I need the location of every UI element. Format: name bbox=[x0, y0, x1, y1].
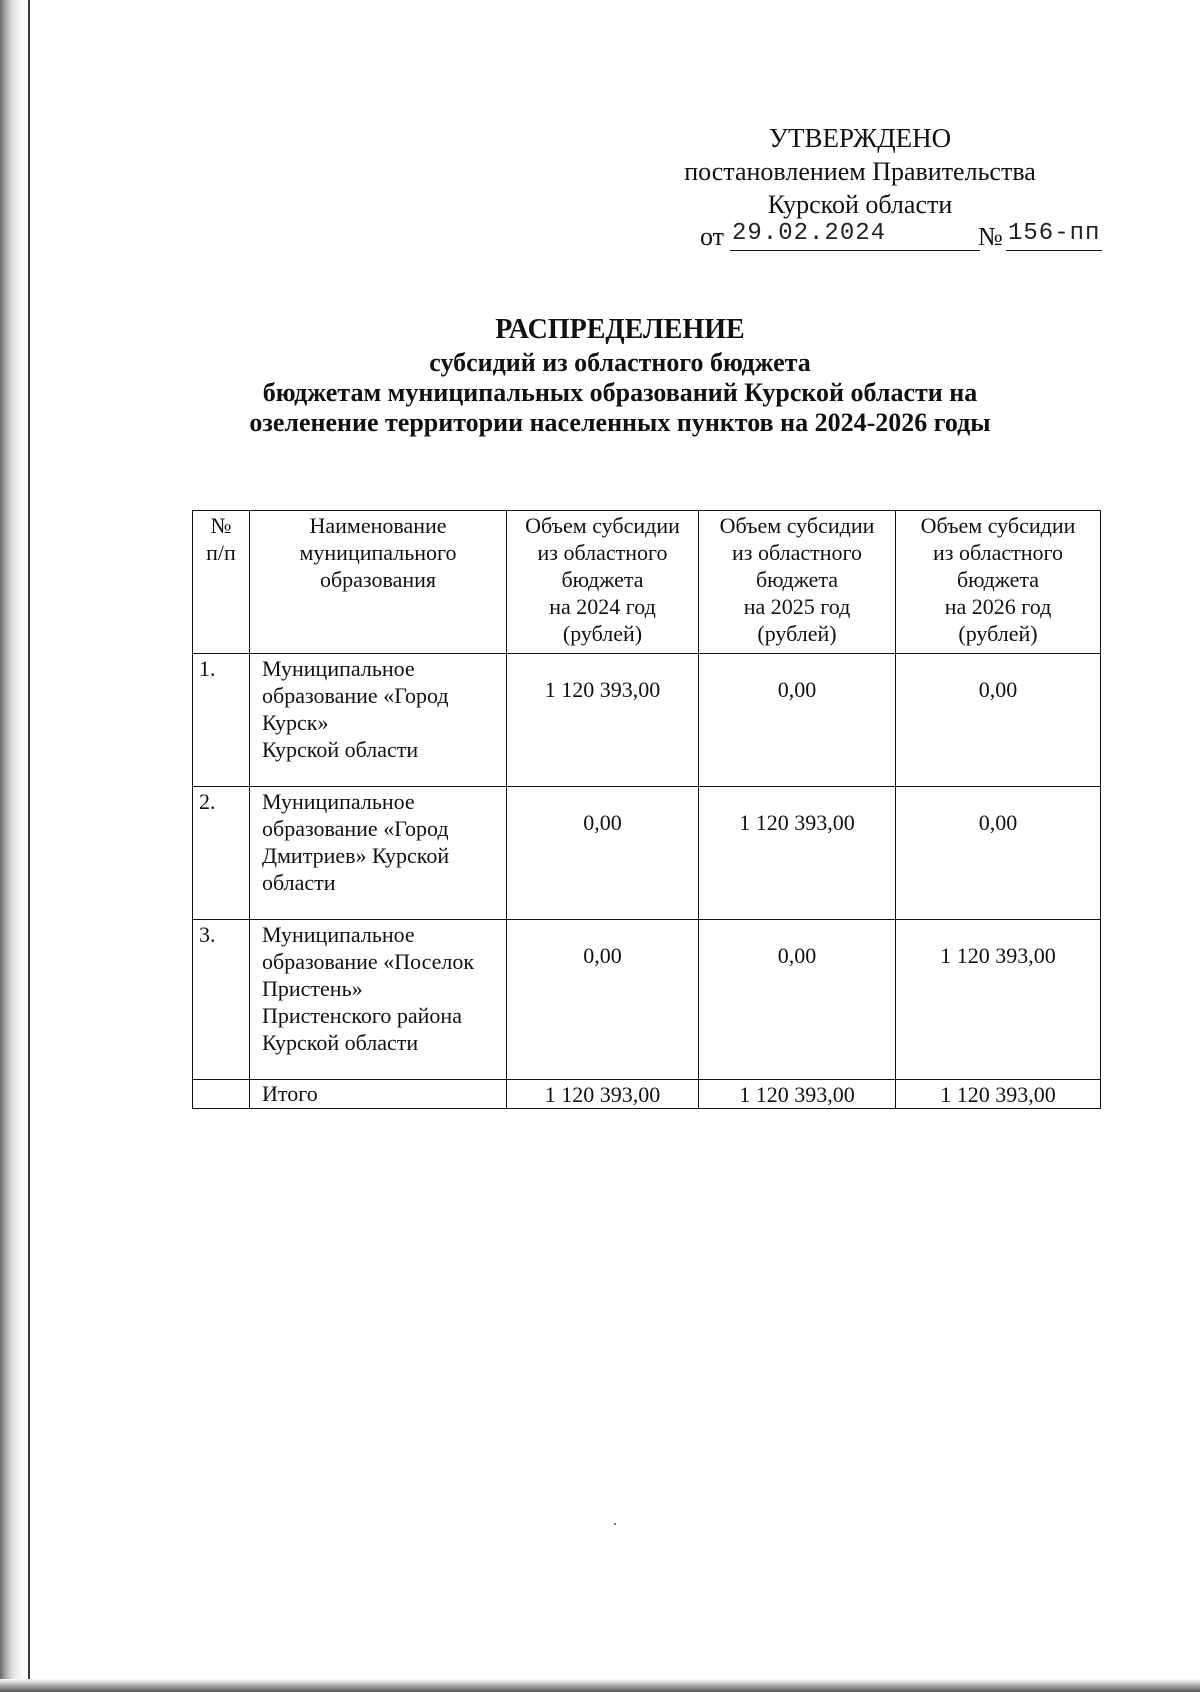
table-row bbox=[193, 654, 1101, 787]
header-name bbox=[250, 511, 507, 654]
header-line: бюджета bbox=[956, 567, 1040, 592]
row-number: 1. bbox=[193, 654, 250, 787]
scan-left-edge bbox=[28, 0, 30, 1692]
table-row bbox=[193, 787, 1101, 920]
amount-2024: 0,00 bbox=[507, 920, 699, 1080]
title-main: РАСПРЕДЕЛЕНИЕ bbox=[495, 314, 745, 345]
header-line: на 2025 год bbox=[743, 594, 851, 619]
total-2025: 1 120 393,00 bbox=[699, 1080, 896, 1109]
header-2024 bbox=[507, 511, 699, 654]
name-line: Муниципальное bbox=[262, 922, 415, 947]
total-label: Итого bbox=[250, 1080, 507, 1109]
number-value: 156-пп bbox=[1006, 220, 1102, 251]
header-line: Объем субсидии bbox=[719, 513, 875, 538]
scan-bottom-shadow bbox=[0, 1679, 1200, 1692]
document-title bbox=[170, 312, 1070, 438]
name-line: Муниципальное bbox=[262, 789, 415, 814]
header-2026 bbox=[896, 511, 1101, 654]
date-label: от bbox=[700, 222, 725, 251]
table-header-row bbox=[193, 511, 1101, 654]
total-2026: 1 120 393,00 bbox=[896, 1080, 1101, 1109]
number-label: № bbox=[978, 222, 1003, 251]
header-line: № bbox=[210, 513, 232, 538]
approval-line-1: постановлением Правительства bbox=[684, 157, 1036, 186]
approval-date-number-row bbox=[700, 222, 1110, 258]
header-line: образования bbox=[319, 567, 437, 592]
municipality-name bbox=[250, 920, 507, 1080]
header-line: из областного bbox=[933, 540, 1063, 565]
name-line: образование «Поселок bbox=[262, 949, 475, 974]
header-line: из областного bbox=[732, 540, 862, 565]
approval-heading: УТВЕРЖДЕНО bbox=[768, 123, 952, 153]
name-line: Курск» bbox=[262, 710, 329, 735]
amount-2025: 0,00 bbox=[699, 920, 896, 1080]
header-line: (рублей) bbox=[958, 621, 1038, 646]
scan-left-shadow bbox=[0, 0, 26, 1692]
name-line: Муниципальное bbox=[262, 656, 415, 681]
municipality-name bbox=[250, 787, 507, 920]
header-line: на 2024 год bbox=[549, 594, 656, 619]
amount-2026: 1 120 393,00 bbox=[896, 920, 1101, 1080]
name-line: Пристень» bbox=[262, 976, 363, 1001]
amount-2026: 0,00 bbox=[896, 654, 1101, 787]
header-line: бюджета bbox=[755, 567, 839, 592]
header-line: Объем субсидии bbox=[920, 513, 1076, 538]
header-line: бюджета bbox=[561, 567, 644, 592]
name-line: образование «Город bbox=[262, 816, 449, 841]
subsidy-table bbox=[192, 510, 1101, 1109]
header-line: п/п bbox=[206, 540, 236, 565]
name-line: области bbox=[262, 870, 336, 895]
header-line: на 2026 год bbox=[944, 594, 1052, 619]
amount-2024: 1 120 393,00 bbox=[507, 654, 699, 787]
header-2025 bbox=[699, 511, 896, 654]
header-line: из областного bbox=[537, 540, 668, 565]
row-number: 2. bbox=[193, 787, 250, 920]
approval-line-2: Курской области bbox=[767, 190, 953, 219]
approval-stamp bbox=[620, 122, 1100, 221]
row-number: 3. bbox=[193, 920, 250, 1080]
table-total-row bbox=[193, 1080, 1101, 1109]
header-line: (рублей) bbox=[562, 621, 643, 646]
title-line-1: субсидий из областного бюджета bbox=[429, 348, 811, 377]
amount-2026: 0,00 bbox=[896, 787, 1101, 920]
name-line: Дмитриев» Курской bbox=[262, 843, 450, 868]
header-line: Наименование bbox=[309, 513, 447, 538]
total-2024: 1 120 393,00 bbox=[507, 1080, 699, 1109]
table-row bbox=[193, 920, 1101, 1080]
amount-2025: 1 120 393,00 bbox=[699, 787, 896, 920]
municipality-name bbox=[250, 654, 507, 787]
name-line: Курской области bbox=[262, 737, 419, 762]
header-line: Объем субсидии bbox=[525, 513, 680, 538]
date-value: 29.02.2024 bbox=[730, 220, 980, 251]
name-line: образование «Город bbox=[262, 683, 449, 708]
name-line: Курской области bbox=[262, 1030, 419, 1055]
scan-speck bbox=[614, 1523, 616, 1525]
title-line-3: озеленение территории населенных пунктов на 2024-2026 годы bbox=[249, 408, 991, 437]
header-no bbox=[193, 511, 250, 654]
header-line: (рублей) bbox=[757, 621, 837, 646]
title-line-2: бюджетам муниципальных образований Курской области на bbox=[262, 378, 978, 407]
amount-2025: 0,00 bbox=[699, 654, 896, 787]
total-number-cell bbox=[193, 1080, 250, 1109]
amount-2024: 0,00 bbox=[507, 787, 699, 920]
name-line: Пристенского района bbox=[262, 1003, 462, 1028]
header-line: муниципального bbox=[299, 540, 457, 565]
